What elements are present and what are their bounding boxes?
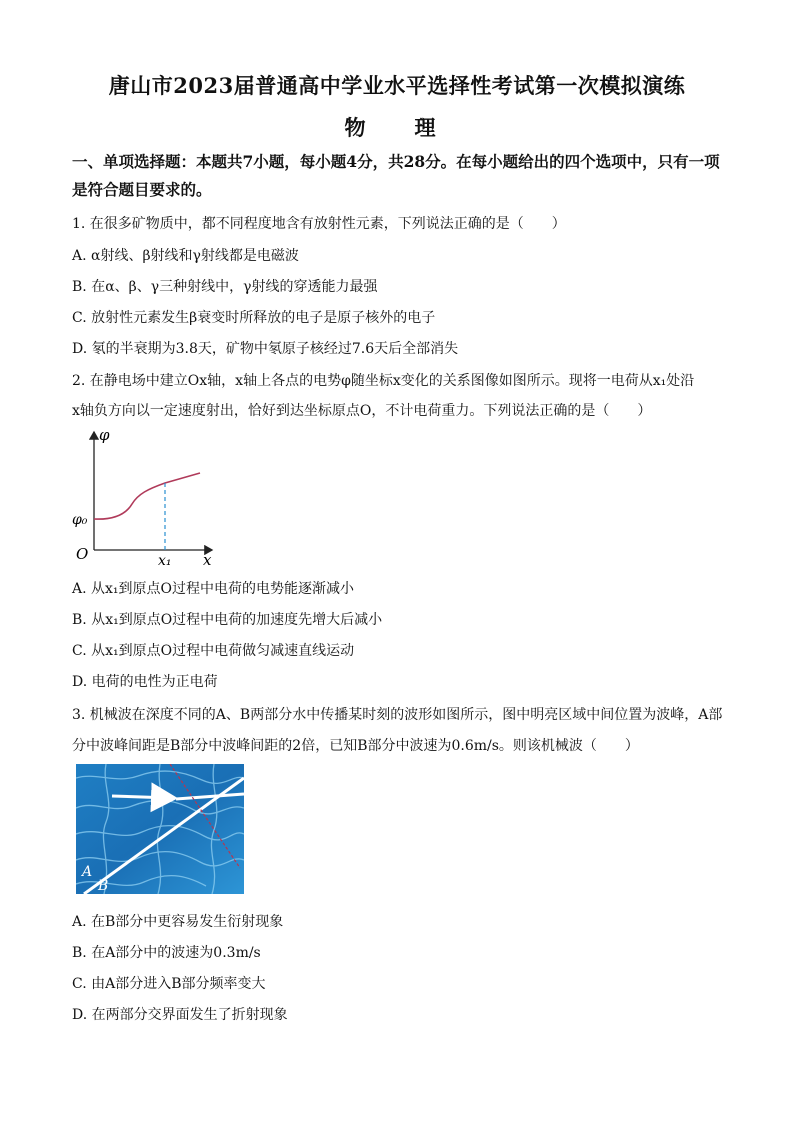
potential-curve (94, 473, 200, 519)
region-b-label: B (98, 878, 109, 894)
y-axis-label: φ (99, 426, 110, 444)
x1-label: x₁ (158, 553, 172, 569)
x-axis-label: x (203, 551, 212, 569)
wave-direction-arrow (112, 796, 172, 798)
subject-title: 物 理 (344, 115, 450, 140)
question-3-option-d: D. 在两部分交界面发生了折射现象 (72, 1007, 288, 1023)
potential-graph (70, 426, 230, 572)
region-a-label: A (82, 864, 93, 880)
question-3-stem-line-1: 3. 机械波在深度不同的A、B两部分水中传播某时刻的波形如图所示，图中明亮区域中间位置为波峰，A部 (72, 707, 723, 723)
question-2-stem-line-2: x轴负方向以一定速度射出，恰好到达坐标原点O，不计电荷重力。下列说法正确的是（ ） (72, 403, 652, 419)
question-3-stem-line-2: 分中波峰间距是B部分中波峰间距的2倍，已知B部分中波速为0.6m/s。则该机械波（ ） (72, 738, 639, 754)
phi0-label: φ₀ (72, 512, 88, 528)
question-3-option-b: B. 在A部分中的波速为0.3m/s (72, 945, 261, 961)
question-1-option-a: A. α射线、β射线和γ射线都是电磁波 (72, 248, 299, 264)
question-2-option-c: C. 从x₁到原点O过程中电荷做匀减速直线运动 (72, 643, 355, 659)
question-2-option-a: A. 从x₁到原点O过程中电荷的电势能逐渐减小 (72, 581, 354, 597)
water-wave-photo (76, 764, 244, 894)
origin-label: O (76, 545, 89, 563)
question-2-option-d: D. 电荷的电性为正电荷 (72, 674, 218, 690)
question-1-option-d: D. 氡的半衰期为3.8天，矿物中氡原子核经过7.6天后全部消失 (72, 341, 459, 357)
question-1-option-b: B. 在α、β、γ三种射线中，γ射线的穿透能力最强 (72, 279, 378, 295)
question-1-stem: 1. 在很多矿物质中，都不同程度地含有放射性元素，下列说法正确的是（ ） (72, 216, 566, 232)
paper-title: 唐山市2023届普通高中学业水平选择性考试第一次模拟演练 (108, 73, 686, 98)
section-heading: 一、单项选择题：本题共7小题，每小题4分，共28分。在每小题给出的四个选项中，只有一项是符合题目要求的。 (72, 152, 720, 199)
question-3-option-c: C. 由A部分进入B部分频率变大 (72, 976, 266, 992)
question-1-option-c: C. 放射性元素发生β衰变时所释放的电子是原子核外的电子 (72, 310, 436, 326)
question-2-option-b: B. 从x₁到原点O过程中电荷的加速度先增大后减小 (72, 612, 383, 628)
question-2-stem-line-1: 2. 在静电场中建立Ox轴，x轴上各点的电势φ随坐标x变化的关系图像如图所示。现将一电荷从x₁处沿 (72, 373, 695, 389)
question-3-option-a: A. 在B部分中更容易发生衍射现象 (72, 914, 284, 930)
